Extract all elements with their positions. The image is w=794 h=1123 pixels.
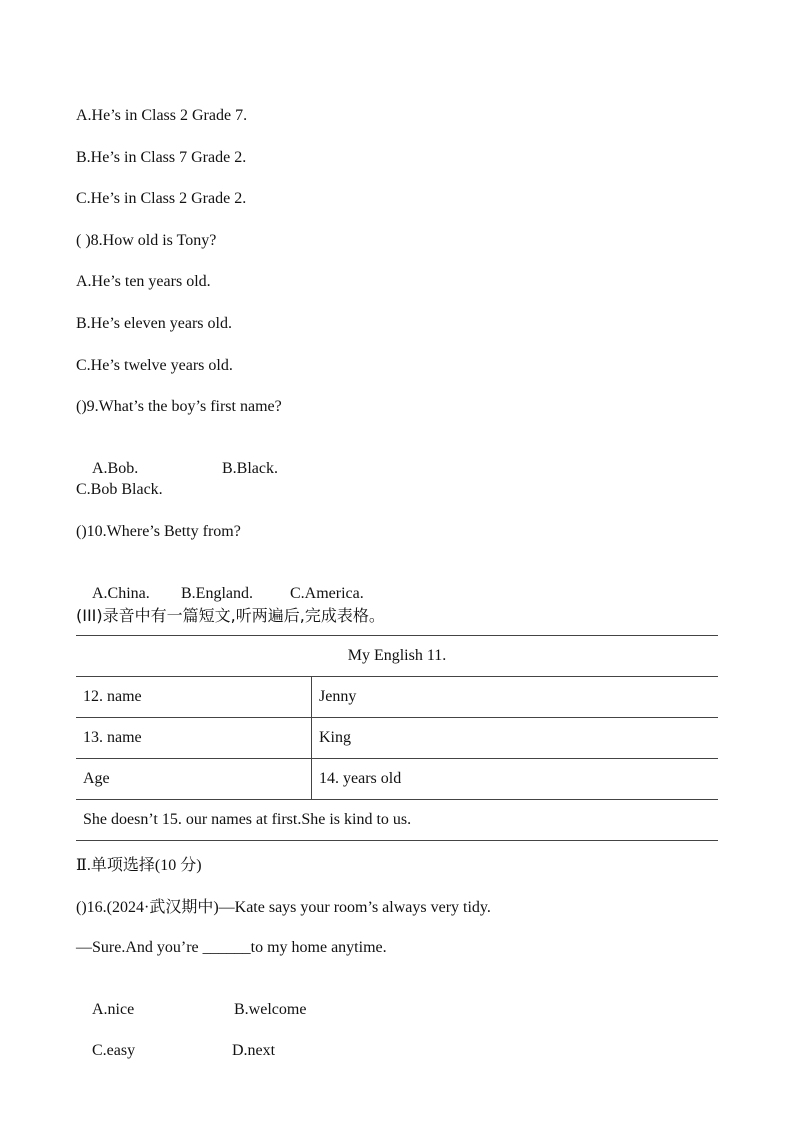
table-cell-value: King <box>312 718 719 759</box>
listening-table <box>76 635 718 841</box>
q16-options-row-2 <box>76 1021 275 1081</box>
q16-option-c: C.easy <box>92 1042 136 1059</box>
q7-option-c: C.He’s in Class 2 Grade 2. <box>76 190 247 207</box>
table-cell-value: Jenny <box>312 677 719 718</box>
q7-option-b: B.He’s in Class 7 Grade 2. <box>76 149 247 166</box>
q9-option-b: B.Black. <box>222 460 278 477</box>
table-cell-label: Age <box>76 759 312 800</box>
q8-option-a: A.He’s ten years old. <box>76 273 211 290</box>
q10-option-b: B.England. <box>181 585 253 602</box>
q16-option-d: D.next <box>232 1042 276 1059</box>
table-cell-label: 13. name <box>76 718 312 759</box>
section-3-title: (III)录音中有一篇短文,听两遍后,完成表格。 <box>76 606 385 625</box>
table-row <box>76 718 718 759</box>
section-2-title: Ⅱ.单项选择(10 分) <box>76 857 202 874</box>
table-footer-row <box>76 800 718 841</box>
q16-option-b: B.welcome <box>234 1001 307 1018</box>
table-cell-label: 12. name <box>76 677 312 718</box>
q9-option-a: A.Bob. <box>92 460 139 477</box>
table-title: My English 11. <box>76 636 718 677</box>
q10-option-a: A.China. <box>92 585 150 602</box>
table-footer: She doesn’t 15. our names at first.She is kind to us. <box>76 800 718 841</box>
q8-option-b: B.He’s eleven years old. <box>76 315 232 332</box>
q8-option-c: C.He’s twelve years old. <box>76 357 233 374</box>
q16-reply: —Sure.And you’re ______to my home anytime. <box>76 939 387 956</box>
q9-stem: ()9.What’s the boy’s first name? <box>76 398 282 415</box>
q10-stem: ()10.Where’s Betty from? <box>76 523 241 540</box>
q8-stem: ( )8.How old is Tony? <box>76 232 217 249</box>
table-row <box>76 759 718 800</box>
q16-stem: ()16.(2024·武汉期中)—Kate says your room’s always very tidy. <box>76 899 491 916</box>
table-cell-value: 14. years old <box>312 759 719 800</box>
q9-option-c: C.Bob Black. <box>76 481 163 498</box>
q10-option-c: C.America. <box>290 585 364 602</box>
q7-option-a: A.He’s in Class 2 Grade 7. <box>76 107 248 124</box>
q16-option-a: A.nice <box>92 1001 135 1018</box>
table-row <box>76 677 718 718</box>
table-title-row <box>76 636 718 677</box>
